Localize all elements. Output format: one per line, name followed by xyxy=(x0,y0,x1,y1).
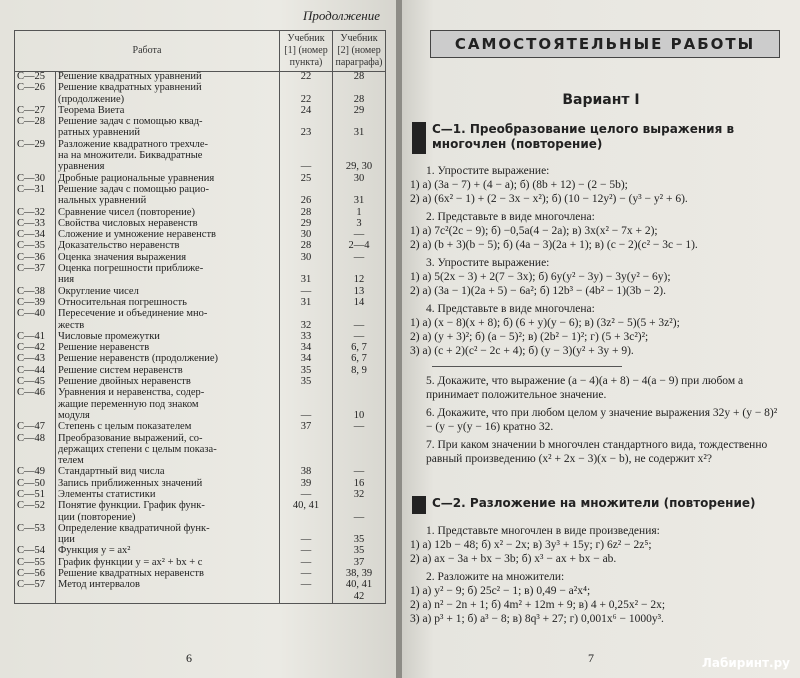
c2-task-2-line-3: 3) а) p³ + 1; б) a³ − 8; в) 8q³ + 27; г) 0,001x⁶ − 1000y³. xyxy=(410,613,664,625)
row-title: ния xyxy=(56,275,280,286)
table-row xyxy=(15,162,386,173)
row-textbook-1: 35 xyxy=(280,377,333,388)
row-textbook-1: — xyxy=(280,411,333,422)
row-textbook-2 xyxy=(333,388,386,399)
continuation-label: Продолжение xyxy=(302,8,380,23)
row-textbook-1: 22 xyxy=(280,95,333,106)
row-textbook-2: 2—4 xyxy=(333,241,386,252)
row-code: С—39 xyxy=(15,298,56,309)
row-code: С—38 xyxy=(15,287,56,298)
section-band-title: САМОСТОЯТЕЛЬНЫЕ РАБОТЫ xyxy=(430,30,780,58)
row-textbook-2: 37 xyxy=(333,558,386,569)
row-textbook-2: — xyxy=(333,332,386,343)
c2-task-1: 1. Представьте многочлен в виде произведения: xyxy=(426,525,660,537)
row-code: С—40 xyxy=(15,309,56,320)
table-row xyxy=(15,196,386,207)
row-code: С—27 xyxy=(15,106,56,117)
row-textbook-2: — xyxy=(333,321,386,332)
row-title: Дробные рациональные уравнения xyxy=(56,174,280,185)
row-title: Стандартный вид числа xyxy=(56,467,280,478)
row-textbook-2: — xyxy=(333,467,386,478)
row-code: С—28 xyxy=(15,117,56,128)
row-title: Степень с целым показателем xyxy=(56,422,280,433)
row-code: С—49 xyxy=(15,467,56,478)
row-code xyxy=(15,275,56,286)
row-textbook-1 xyxy=(280,434,333,445)
row-textbook-2: 29 xyxy=(333,106,386,117)
row-textbook-2: 3 xyxy=(333,219,386,230)
row-title: Пересечение и объединение мно- xyxy=(56,309,280,320)
row-code: С—35 xyxy=(15,241,56,252)
task-2: 2. Представьте в виде многочлена: xyxy=(426,211,595,223)
row-textbook-1: 23 xyxy=(280,128,333,139)
c2-task-2-line-1: 1) а) y² − 9; б) 25c² − 1; в) 0,49 − a²x⁴; xyxy=(410,585,591,597)
row-textbook-2 xyxy=(333,434,386,445)
row-textbook-2 xyxy=(333,83,386,94)
row-textbook-2: 31 xyxy=(333,196,386,207)
table-row xyxy=(15,467,386,478)
row-textbook-1: 30 xyxy=(280,230,333,241)
row-textbook-1: 39 xyxy=(280,479,333,490)
row-textbook-2: 32 xyxy=(333,490,386,501)
variant-heading: Вариант I xyxy=(562,92,640,108)
row-textbook-2: 42 xyxy=(333,592,386,604)
row-title xyxy=(56,592,280,604)
row-title: Решение систем неравенств xyxy=(56,366,280,377)
row-textbook-1 xyxy=(280,309,333,320)
row-textbook-1: — xyxy=(280,546,333,557)
task-6: 6. Докажите, что при любом целом y значение выражения 32y + (y − 8)² − (y − y(y − 16) кратно 32. xyxy=(426,407,778,433)
row-textbook-1: 29 xyxy=(280,219,333,230)
contents-table xyxy=(14,30,386,604)
c2-task-2-line-2: 2) а) n² − 2n + 1; б) 4m² + 12m + 9; в) 4 + 0,25x² − 2x; xyxy=(410,599,666,611)
table-row xyxy=(15,388,386,399)
row-title: Решение двойных неравенств xyxy=(56,377,280,388)
row-title: Числовые промежутки xyxy=(56,332,280,343)
row-textbook-1: 28 xyxy=(280,208,333,219)
row-textbook-2: 13 xyxy=(333,287,386,298)
task-2-line-2: 2) а) (b + 3)(b − 5); б) (4a − 3)(2a + 1); в) (c − 2)(c² − 3c − 1). xyxy=(410,239,698,251)
row-textbook-2: 30 xyxy=(333,174,386,185)
row-textbook-1: — xyxy=(280,535,333,546)
row-title: ции xyxy=(56,535,280,546)
row-code xyxy=(15,162,56,173)
row-textbook-2: 31 xyxy=(333,128,386,139)
left-page xyxy=(0,0,398,678)
task-3-line-2: 2) а) (3a − 1)(2a + 5) − 6a²; б) 12b³ − (4b² − 1)(3b − 2). xyxy=(410,285,666,297)
row-code: С—42 xyxy=(15,343,56,354)
table-row xyxy=(15,83,386,94)
row-title: Запись приближенных значений xyxy=(56,479,280,490)
row-textbook-1: 26 xyxy=(280,196,333,207)
row-title: уравнения xyxy=(56,162,280,173)
row-code: С—37 xyxy=(15,264,56,275)
section-marker xyxy=(412,496,426,514)
row-title: Округление чисел xyxy=(56,287,280,298)
row-title: Функция y = ax² xyxy=(56,546,280,557)
row-title: Теорема Виета xyxy=(56,106,280,117)
row-textbook-2 xyxy=(333,377,386,388)
task-1-line-2: 2) а) (6x² − 1) + (2 − 3x − x²); б) (10 − 12y²) − (y³ − y² + 6). xyxy=(410,193,688,205)
row-title: Решение квадратных неравенств xyxy=(56,569,280,580)
row-code xyxy=(15,196,56,207)
row-textbook-1: 34 xyxy=(280,354,333,365)
header-textbook-2: Учебник [2] (номер параграфа) xyxy=(333,31,386,72)
row-title: на на множители. Биквадратные xyxy=(56,151,280,162)
row-textbook-1 xyxy=(280,388,333,399)
row-code: С—31 xyxy=(15,185,56,196)
row-textbook-2: 8, 9 xyxy=(333,366,386,377)
row-title: Решение неравенств (продолжение) xyxy=(56,354,280,365)
task-3: 3. Упростите выражение: xyxy=(426,257,550,269)
row-textbook-1: 34 xyxy=(280,343,333,354)
row-textbook-2: — xyxy=(333,230,386,241)
task-7: 7. При каком значении b многочлен стандартного вида, тождественно равный произведению (x² + 2x − 3)(x − b), не содержит x²? xyxy=(426,439,768,465)
row-code: С—36 xyxy=(15,253,56,264)
row-textbook-2: 14 xyxy=(333,298,386,309)
row-textbook-2 xyxy=(333,501,386,512)
row-textbook-1: — xyxy=(280,162,333,173)
row-textbook-2: — xyxy=(333,513,386,524)
row-textbook-1: 24 xyxy=(280,106,333,117)
row-title: Доказательство неравенств xyxy=(56,241,280,252)
task-3-line-1: 1) а) 5(2x − 3) + 2(7 − 3x); б) 6y(y² − 3y) − 3y(y² − 6y); xyxy=(410,271,671,283)
header-work: Работа xyxy=(15,31,280,72)
row-textbook-1: — xyxy=(280,490,333,501)
row-title: Понятие функции. График функ- xyxy=(56,501,280,512)
row-title: жащие переменную под знаком xyxy=(56,400,280,411)
row-code: С—56 xyxy=(15,569,56,580)
row-title: жеств xyxy=(56,321,280,332)
row-code: С—30 xyxy=(15,174,56,185)
section-marker xyxy=(412,122,426,154)
row-code: С—50 xyxy=(15,479,56,490)
table-row xyxy=(15,501,386,512)
row-textbook-2: 6, 7 xyxy=(333,343,386,354)
row-code: С—48 xyxy=(15,434,56,445)
task-1-line-1: 1) а) (3a − 7) + (4 − a); б) (8b + 12) − (2 − 5b); xyxy=(410,179,628,191)
row-code: С—29 xyxy=(15,140,56,151)
row-code: С—53 xyxy=(15,524,56,535)
row-code: С—55 xyxy=(15,558,56,569)
row-textbook-2 xyxy=(333,309,386,320)
row-code: С—33 xyxy=(15,219,56,230)
row-textbook-2: 1 xyxy=(333,208,386,219)
row-textbook-2: 6, 7 xyxy=(333,354,386,365)
table-row xyxy=(15,309,386,320)
table-row xyxy=(15,275,386,286)
row-code: С—47 xyxy=(15,422,56,433)
row-title: Решение квадратных уравнений xyxy=(56,72,280,84)
row-textbook-1: — xyxy=(280,287,333,298)
row-textbook-1 xyxy=(280,513,333,524)
table-row xyxy=(15,422,386,433)
row-textbook-1: 33 xyxy=(280,332,333,343)
row-textbook-1 xyxy=(280,83,333,94)
row-textbook-1 xyxy=(280,140,333,151)
row-title: Разложение квадратного трехчле- xyxy=(56,140,280,151)
row-title: Решение квадратных уравнений xyxy=(56,83,280,94)
row-textbook-1: 35 xyxy=(280,366,333,377)
row-title: Сложение и умножение неравенств xyxy=(56,230,280,241)
row-title: нальных уравнений xyxy=(56,196,280,207)
row-code: С—51 xyxy=(15,490,56,501)
row-code xyxy=(15,592,56,604)
row-title: Относительная погрешность xyxy=(56,298,280,309)
row-code: С—25 xyxy=(15,72,56,84)
task-5: 5. Докажите, что выражение (a − 4)(a + 8) − 4(a − 9) при любом a принимает положительное значение. xyxy=(426,375,744,401)
page-number-left: 6 xyxy=(186,651,192,665)
task-4-line-2: 2) а) (y + 3)²; б) (a − 5)²; в) (2b² − 1)²; г) (5 + 3c²)²; xyxy=(410,331,649,343)
row-title: График функции y = ax² + bx + c xyxy=(56,558,280,569)
row-title: Определение квадратичной функ- xyxy=(56,524,280,535)
row-textbook-2: 38, 39 xyxy=(333,569,386,580)
row-textbook-1: 31 xyxy=(280,298,333,309)
row-textbook-1 xyxy=(280,592,333,604)
row-textbook-2 xyxy=(333,445,386,456)
row-title: (продолжение) xyxy=(56,95,280,106)
row-title: Уравнения и неравенства, содер- xyxy=(56,388,280,399)
header-textbook-1: Учебник [1] (номер пункта) xyxy=(280,31,333,72)
row-textbook-2: 12 xyxy=(333,275,386,286)
row-code: С—57 xyxy=(15,580,56,591)
row-textbook-1 xyxy=(280,445,333,456)
row-title: Решение неравенств xyxy=(56,343,280,354)
row-textbook-1: 22 xyxy=(280,72,333,84)
row-textbook-1: 38 xyxy=(280,467,333,478)
page-number-right: 7 xyxy=(588,651,594,665)
task-1: 1. Упростите выражение: xyxy=(426,165,550,177)
task-4: 4. Представьте в виде многочлена: xyxy=(426,303,595,315)
row-textbook-2: — xyxy=(333,422,386,433)
row-code xyxy=(15,400,56,411)
row-title: телем xyxy=(56,456,280,467)
row-textbook-1: 25 xyxy=(280,174,333,185)
row-code: С—34 xyxy=(15,230,56,241)
row-textbook-1: — xyxy=(280,558,333,569)
labirint-watermark: Лабиринт.ру xyxy=(701,656,790,670)
row-code: С—32 xyxy=(15,208,56,219)
row-textbook-2: 28 xyxy=(333,72,386,84)
c2-task-1-line-1: 1) а) 12b − 48; б) x² − 2x; в) 3y³ + 15y; г) 6z² − 2z⁵; xyxy=(410,539,652,551)
row-title: Решение задач с помощью квад- xyxy=(56,117,280,128)
row-textbook-2: 35 xyxy=(333,546,386,557)
c2-task-1-line-2: 2) а) ax − 3a + bx − 3b; б) x³ − ax + bx − ab. xyxy=(410,553,617,565)
row-title: ратных уравнений xyxy=(56,128,280,139)
row-title: Сравнение чисел (повторение) xyxy=(56,208,280,219)
row-code xyxy=(15,445,56,456)
row-textbook-2: 10 xyxy=(333,411,386,422)
right-page xyxy=(402,0,800,678)
row-textbook-1: 32 xyxy=(280,321,333,332)
row-code: С—43 xyxy=(15,354,56,365)
row-textbook-1: — xyxy=(280,569,333,580)
row-title: Свойства числовых неравенств xyxy=(56,219,280,230)
row-textbook-1: 31 xyxy=(280,275,333,286)
row-title: Метод интервалов xyxy=(56,580,280,591)
table-row xyxy=(15,592,386,604)
row-textbook-2: 35 xyxy=(333,535,386,546)
row-textbook-2 xyxy=(333,140,386,151)
task-2-line-1: 1) а) 7c²(2c − 9); б) −0,5a(4 − 2a); в) 3x(x² − 7x + 2); xyxy=(410,225,658,237)
row-textbook-1: 30 xyxy=(280,253,333,264)
table-row xyxy=(15,580,386,591)
row-title: Оценка значения выражения xyxy=(56,253,280,264)
row-code: С—26 xyxy=(15,83,56,94)
row-code xyxy=(15,151,56,162)
c2-task-2: 2. Разложите на множители: xyxy=(426,571,565,583)
row-textbook-1: 37 xyxy=(280,422,333,433)
row-textbook-1: 40, 41 xyxy=(280,501,333,512)
row-textbook-2: 28 xyxy=(333,95,386,106)
row-title: ции (повторение) xyxy=(56,513,280,524)
row-textbook-1: 28 xyxy=(280,241,333,252)
task-4-line-1: 1) а) (x − 8)(x + 8); б) (6 + y)(y − 6); в) (3z² − 5)(5 + 3z²); xyxy=(410,317,680,329)
work-c2-heading: С—2. Разложение на множители (повторение) xyxy=(412,496,790,514)
task-4-line-3: 3) а) (c + 2)(c² − 2c + 4); б) (y − 3)(y² + 3y + 9). xyxy=(410,345,634,357)
row-code: С—46 xyxy=(15,388,56,399)
row-code: С—41 xyxy=(15,332,56,343)
row-title: Преобразование выражений, со- xyxy=(56,434,280,445)
row-title: Элементы статистики xyxy=(56,490,280,501)
row-textbook-2: 29, 30 xyxy=(333,162,386,173)
row-code: С—45 xyxy=(15,377,56,388)
row-code: С—44 xyxy=(15,366,56,377)
row-title: Решение задач с помощью рацио- xyxy=(56,185,280,196)
row-textbook-2: 40, 41 xyxy=(333,580,386,591)
row-code: С—52 xyxy=(15,501,56,512)
row-code: С—54 xyxy=(15,546,56,557)
row-title: Оценка погрешности приближе- xyxy=(56,264,280,275)
row-title: держащих степени с целым показа- xyxy=(56,445,280,456)
row-title: модуля xyxy=(56,411,280,422)
row-textbook-2: 16 xyxy=(333,479,386,490)
divider xyxy=(432,366,622,367)
work-c1-heading: С—1. Преобразование целого выражения в многочлен (повторение) xyxy=(412,122,790,154)
row-textbook-2: — xyxy=(333,253,386,264)
row-textbook-1: — xyxy=(280,580,333,591)
